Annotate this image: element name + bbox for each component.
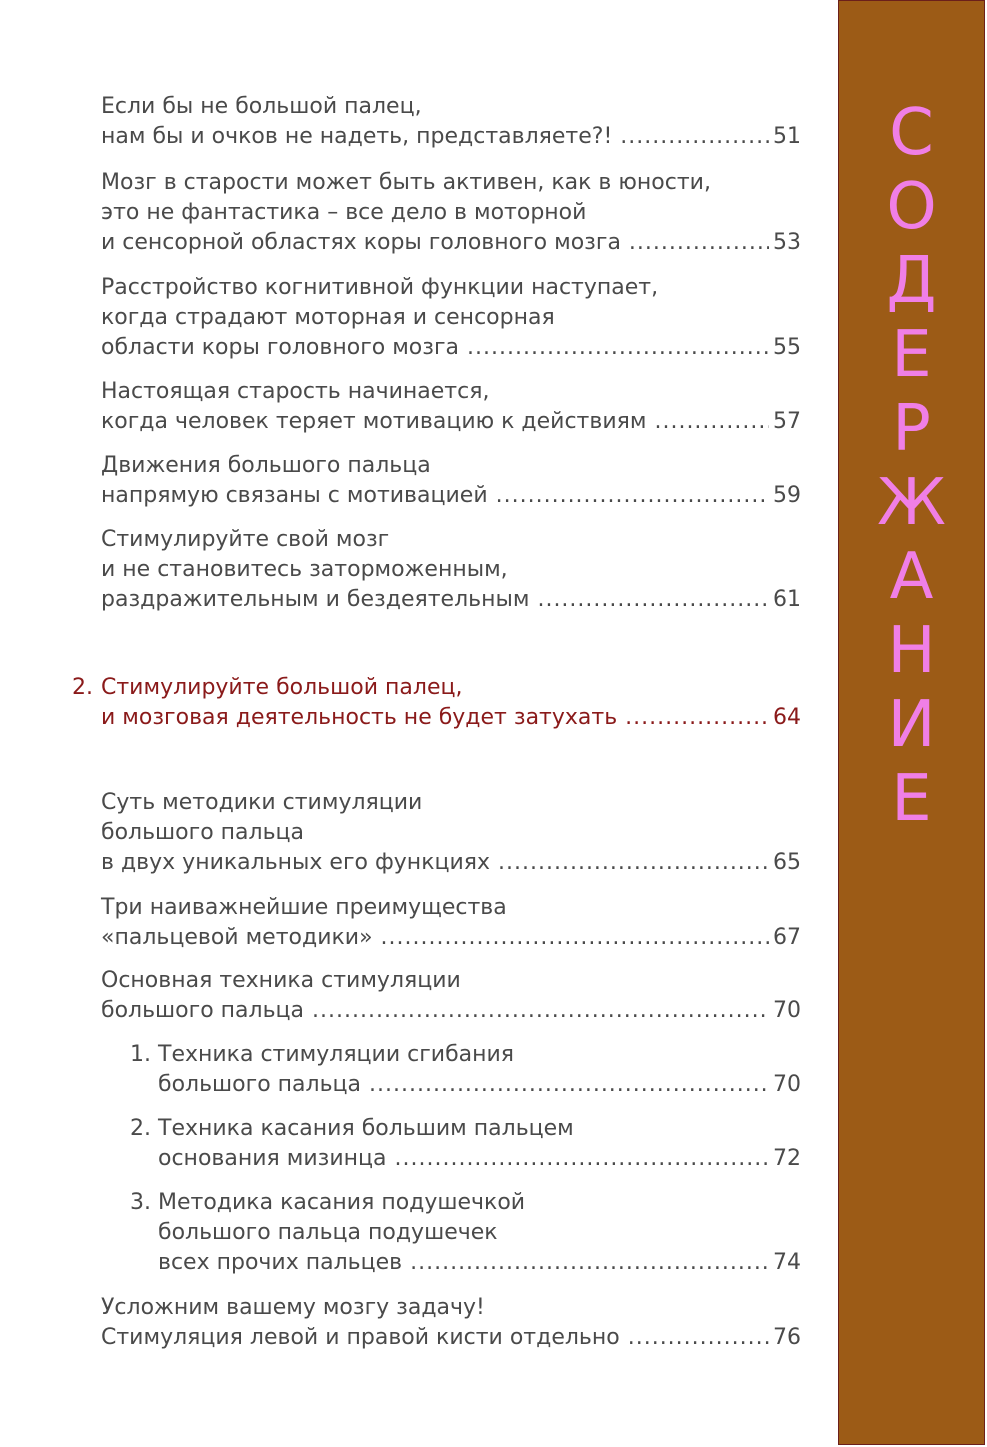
- subentry-number: 1.: [130, 1042, 151, 1067]
- toc-entry-line: Стимулируйте свой мозг: [101, 527, 390, 552]
- leader-dots: [628, 1323, 769, 1353]
- toc-entry-line: напрямую связаны с мотивацией: [101, 483, 488, 508]
- title-letter: Д: [886, 244, 937, 318]
- title-letter: Е: [891, 318, 932, 392]
- toc-entry[interactable]: [101, 168, 801, 258]
- chapter-title-line: и мозговая деятельность не будет затухать: [101, 705, 618, 730]
- toc-entry[interactable]: [101, 893, 801, 953]
- leader-dots: [395, 1144, 770, 1174]
- page-number: 70: [773, 998, 801, 1023]
- toc-entry[interactable]: [101, 788, 801, 878]
- title-letter: Н: [887, 614, 936, 688]
- title-letter: С: [889, 96, 934, 170]
- toc-entry-line: нам бы и очков не надеть, представляете?!: [101, 124, 613, 149]
- title-letter: А: [889, 540, 934, 614]
- page-number: 72: [773, 1146, 801, 1171]
- toc-entry[interactable]: [101, 1293, 801, 1353]
- toc-entry-line: большого пальца подушечек: [158, 1220, 498, 1245]
- toc-entry-line: «пальцевой методики»: [101, 925, 373, 950]
- toc-entry-line: в двух уникальных его функциях: [101, 850, 491, 875]
- leader-dots: [620, 122, 769, 152]
- toc-entry-line: Методика касания подушечкой: [158, 1190, 526, 1215]
- toc-entry-line: Три наиважнейшие преимущества: [101, 895, 507, 920]
- toc-entry-line: Расстройство когнитивной функции наступает,: [101, 275, 659, 300]
- page-number: 65: [773, 850, 801, 875]
- subentry-number: 3.: [130, 1190, 151, 1215]
- toc-entry-line: Усложним вашему мозгу задачу!: [101, 1295, 485, 1320]
- toc-entry-line: Основная техника стимуляции: [101, 968, 461, 993]
- toc-entry-line: Техника стимуляции сгибания: [158, 1042, 515, 1067]
- toc-entry[interactable]: [101, 273, 801, 363]
- page-number: 61: [773, 587, 801, 612]
- chapter-title-line: Стимулируйте большой палец,: [101, 675, 463, 700]
- toc-subentry[interactable]: [130, 1040, 801, 1100]
- title-letter: Р: [892, 392, 931, 466]
- sidebar-title: [839, 96, 984, 836]
- toc-entry-line: Настоящая старость начинается,: [101, 379, 490, 404]
- leader-dots: [625, 703, 769, 733]
- toc-entry[interactable]: [101, 525, 801, 615]
- toc-entry-line: области коры головного мозга: [101, 335, 460, 360]
- toc-entry[interactable]: [101, 966, 801, 1026]
- title-letter: Е: [891, 762, 932, 836]
- toc-chapter[interactable]: [72, 673, 801, 733]
- page-number: 74: [773, 1250, 801, 1275]
- toc-entry-line: раздражительным и бездеятельным: [101, 587, 530, 612]
- toc-entry-line: всех прочих пальцев: [158, 1250, 403, 1275]
- toc-entry-line: большого пальца: [101, 998, 305, 1023]
- page-number: 59: [773, 483, 801, 508]
- toc-entry-line: большого пальца: [158, 1072, 362, 1097]
- toc-entry-line: Суть методики стимуляции: [101, 790, 423, 815]
- leader-dots: [381, 923, 769, 953]
- leader-dots: [537, 585, 769, 615]
- toc-entry-line: основания мизинца: [158, 1146, 387, 1171]
- title-letter: Ж: [877, 466, 946, 540]
- page-number: 57: [773, 409, 801, 434]
- toc-entry[interactable]: [101, 377, 801, 437]
- toc-entry[interactable]: [101, 92, 801, 152]
- toc-subentry[interactable]: [130, 1188, 801, 1278]
- toc-entry-line: когда человек теряет мотивацию к действиям: [101, 409, 647, 434]
- toc-entry-line: когда страдают моторная и сенсорная: [101, 305, 555, 330]
- page-number: 55: [773, 335, 801, 360]
- toc-entry-line: Мозг в старости может быть активен, как в юности,: [101, 170, 711, 195]
- subentry-number: 2.: [130, 1116, 151, 1141]
- page-number: 64: [773, 705, 801, 730]
- contents-sidebar: [838, 0, 985, 1445]
- toc-entry-line: Стимуляция левой и правой кисти отдельно: [101, 1325, 620, 1350]
- toc-entry-line: Движения большого пальца: [101, 453, 431, 478]
- toc-entry[interactable]: [101, 451, 801, 511]
- toc-entry-line: и не становитесь заторможенным,: [101, 557, 508, 582]
- leader-dots: [410, 1248, 769, 1278]
- leader-dots: [369, 1070, 769, 1100]
- title-letter: И: [887, 688, 936, 762]
- leader-dots: [498, 848, 769, 878]
- toc-entry-line: большого пальца: [101, 820, 305, 845]
- leader-dots: [496, 481, 769, 511]
- page-number: 76: [773, 1325, 801, 1350]
- page-number: 70: [773, 1072, 801, 1097]
- toc-subentry[interactable]: [130, 1114, 801, 1174]
- toc-entry-line: это не фантастика – все дело в моторной: [101, 200, 587, 225]
- page-number: 51: [773, 124, 801, 149]
- leader-dots: [629, 228, 769, 258]
- leader-dots: [467, 333, 769, 363]
- page-number: 67: [773, 925, 801, 950]
- toc-entry-line: Техника касания большим пальцем: [158, 1116, 574, 1141]
- leader-dots: [654, 407, 769, 437]
- page-number: 53: [773, 230, 801, 255]
- toc-entry-line: и сенсорной областях коры головного мозга: [101, 230, 621, 255]
- chapter-number: 2.: [72, 675, 93, 700]
- leader-dots: [312, 996, 769, 1026]
- toc-entry-line: Если бы не большой палец,: [101, 94, 422, 119]
- title-letter: О: [886, 170, 937, 244]
